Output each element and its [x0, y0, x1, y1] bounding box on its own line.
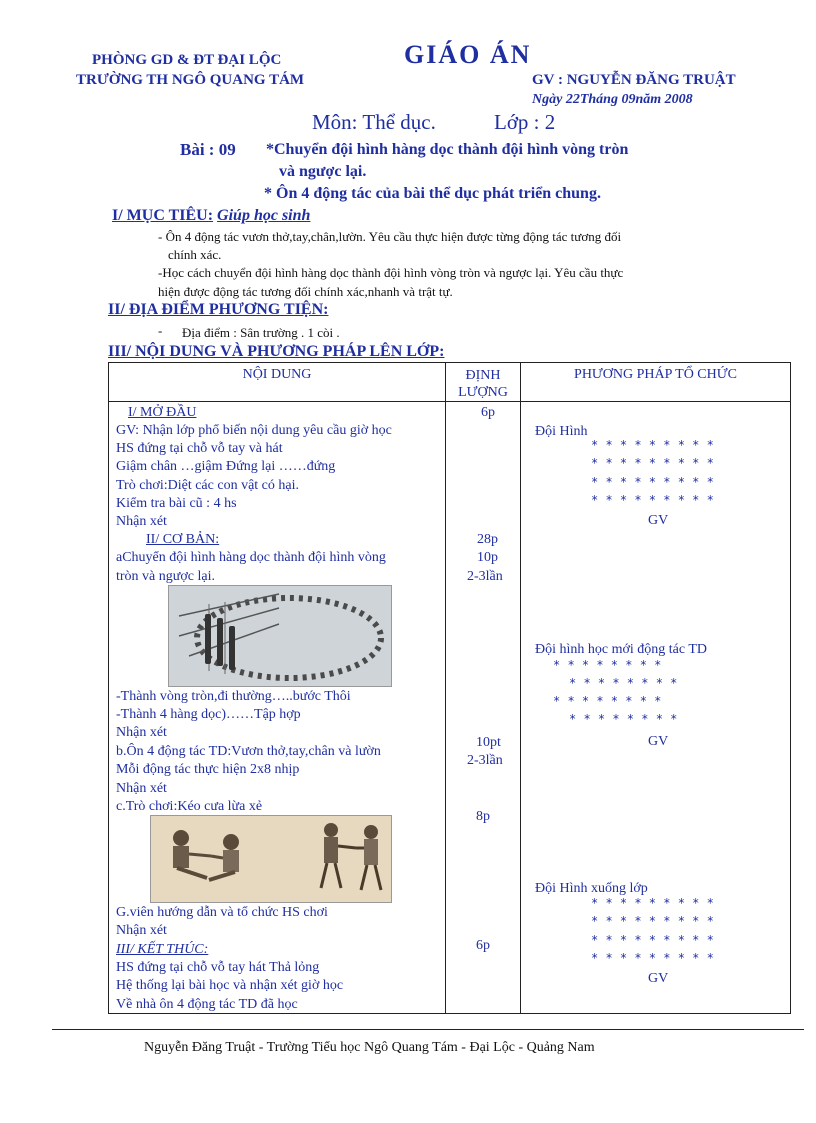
circle-formation-image — [168, 585, 392, 687]
main-line-10: G.viên hướng dẫn và tổ chức HS chơi — [116, 905, 328, 920]
objective-1a: - Ôn 4 động tác vươn thở,tay,chân,lườn. Yêu cầu thực hiện được từng động tác tương đối — [158, 229, 622, 244]
formation-start-teacher: GV — [648, 513, 669, 528]
main-line-11: Nhận xét — [116, 923, 167, 938]
page-title: GIÁO ÁN — [404, 40, 532, 69]
formation-start-row-3: * * * * * * * * * — [591, 475, 714, 489]
col-header-method: PHƯƠNG PHÁP TỔ CHỨC — [521, 363, 791, 402]
start-line-1: GV: Nhận lớp phổ biến nội dung yêu cầu giờ học — [116, 423, 392, 438]
start-line-2: HS đứng tại chỗ vỗ tay và hát — [116, 441, 283, 456]
main-line-6: b.Ôn 4 động tác TD:Vươn thở,tay,chân và lườn — [116, 744, 381, 759]
objectives-heading-italic: Giúp học sinh — [217, 207, 311, 224]
school-name: TRƯỜNG TH NGÔ QUANG TÁM — [76, 72, 305, 88]
location-heading: II/ ĐỊA ĐIỂM PHƯƠNG TIỆN: — [108, 301, 329, 318]
end-line-1: HS đứng tại chỗ vỗ tay hát Thả lỏng — [116, 960, 320, 975]
lesson-date: Ngày 22Tháng 09năm 2008 — [532, 92, 693, 107]
start-line-5: Kiểm tra bài cũ : 4 hs — [116, 496, 237, 511]
amount-start: 6p — [481, 405, 495, 420]
main-line-8: Nhận xét — [116, 781, 167, 796]
col-header-amount-1: ĐỊNH — [465, 368, 501, 383]
amount-a-reps: 2-3lần — [467, 569, 503, 584]
class-level: Lớp : 2 — [494, 110, 556, 134]
lesson-topic-1: *Chuyển đội hình hàng dọc thành đội hình vòng tròn — [266, 141, 629, 158]
location-dash: - — [158, 323, 163, 338]
objectives-heading-label: I/ MỤC TIÊU: — [112, 207, 214, 224]
footer-divider — [52, 1029, 804, 1030]
dept-name: PHÒNG GD & ĐT ĐẠI LỘC — [92, 52, 282, 68]
main-line-7: Mỗi động tác thực hiện 2x8 nhịp — [116, 762, 300, 777]
footer-text: Nguyễn Đăng Truật - Trường Tiểu học Ngô Quang Tám - Đại Lộc - Quảng Nam — [144, 1040, 595, 1055]
formation-start-row-4: * * * * * * * * * — [591, 493, 714, 507]
col-header-content: NỘI DUNG — [109, 363, 446, 402]
main-line-1: aChuyển đội hình hàng dọc thành đội hình vòng — [116, 550, 386, 565]
section-main-heading: II/ CƠ BẢN: — [146, 532, 220, 547]
content-heading: III/ NỘI DUNG VÀ PHƯƠNG PHÁP LÊN LỚP: — [108, 343, 445, 360]
main-line-3: -Thành vòng tròn,đi thường…..bước Thôi — [116, 689, 351, 704]
formation-start-label: Đội Hình — [535, 424, 588, 439]
amount-b-time: 10pt — [476, 735, 501, 750]
objective-2b: hiện được động tác tương đối chính xác,nhanh và trật tự. — [158, 284, 453, 299]
formation-end-label: Đội Hình xuống lớp — [535, 881, 648, 896]
amount-a-time: 10p — [477, 550, 498, 565]
amount-b-reps: 2-3lần — [467, 753, 503, 768]
amount-main: 28p — [477, 532, 498, 547]
formation-end-teacher: GV — [648, 971, 669, 986]
formation-new-label: Đội hình học mới động tác TD — [535, 642, 708, 657]
formation-new-row-1: * * * * * * * * — [553, 658, 662, 672]
lesson-number: Bài : 09 — [180, 140, 236, 159]
location-item: Địa điểm : Sân trường . 1 còi . — [182, 325, 340, 340]
lesson-topic-2: * Ôn 4 động tác của bài thể dục phát triển chung. — [264, 185, 601, 202]
circle-formation-illustration — [169, 586, 391, 686]
section-end-heading: III/ KẾT THÚC: — [116, 942, 209, 957]
objective-2a: -Học cách chuyển đội hình hàng dọc thành đội hình vòng tròn và ngược lại. Yêu cầu thực — [158, 265, 624, 280]
formation-end-row-1: * * * * * * * * * — [591, 896, 714, 910]
saw-game-image — [150, 815, 392, 903]
formation-end-row-4: * * * * * * * * * — [591, 951, 714, 965]
formation-start-row-2: * * * * * * * * * — [591, 456, 714, 470]
formation-end-row-3: * * * * * * * * * — [591, 933, 714, 947]
col-header-amount-2: LƯỢNG — [458, 385, 508, 400]
objective-1b: chính xác. — [168, 247, 222, 262]
teacher-name: GV : NGUYỄN ĐĂNG TRUẬT — [532, 72, 736, 88]
end-line-3: Về nhà ôn 4 động tác TD đã học — [116, 997, 298, 1012]
lesson-topic-1b: và ngược lại. — [279, 163, 367, 180]
formation-new-teacher: GV — [648, 734, 669, 749]
amount-c-time: 8p — [476, 809, 490, 824]
amount-cell — [446, 402, 521, 1014]
start-line-4: Trò chơi:Diệt các con vật có hại. — [116, 478, 299, 493]
end-line-2: Hệ thống lại bài học và nhận xét giờ học — [116, 978, 344, 993]
formation-new-row-2: * * * * * * * * — [569, 676, 678, 690]
start-line-6: Nhận xét — [116, 514, 167, 529]
formation-end-row-2: * * * * * * * * * — [591, 914, 714, 928]
saw-game-illustration — [151, 816, 391, 902]
objectives-heading — [112, 207, 310, 225]
main-line-9: c.Trò chơi:Kéo cưa lừa xẻ — [116, 799, 263, 814]
main-line-2: tròn và ngược lại. — [116, 569, 215, 584]
col-header-amount — [446, 363, 521, 402]
formation-new-row-4: * * * * * * * * — [569, 712, 678, 726]
section-start-heading: I/ MỞ ĐẦU — [128, 405, 197, 420]
subject-name: Môn: Thể dục. — [312, 110, 436, 134]
main-line-5: Nhận xét — [116, 725, 167, 740]
start-line-3: Giậm chân …giậm Đứng lại ……đứng — [116, 459, 336, 474]
main-line-4: -Thành 4 hàng dọc)……Tập hợp — [116, 707, 301, 722]
amount-end: 6p — [476, 938, 490, 953]
formation-start-row-1: * * * * * * * * * — [591, 438, 714, 452]
formation-new-row-3: * * * * * * * * — [553, 694, 662, 708]
